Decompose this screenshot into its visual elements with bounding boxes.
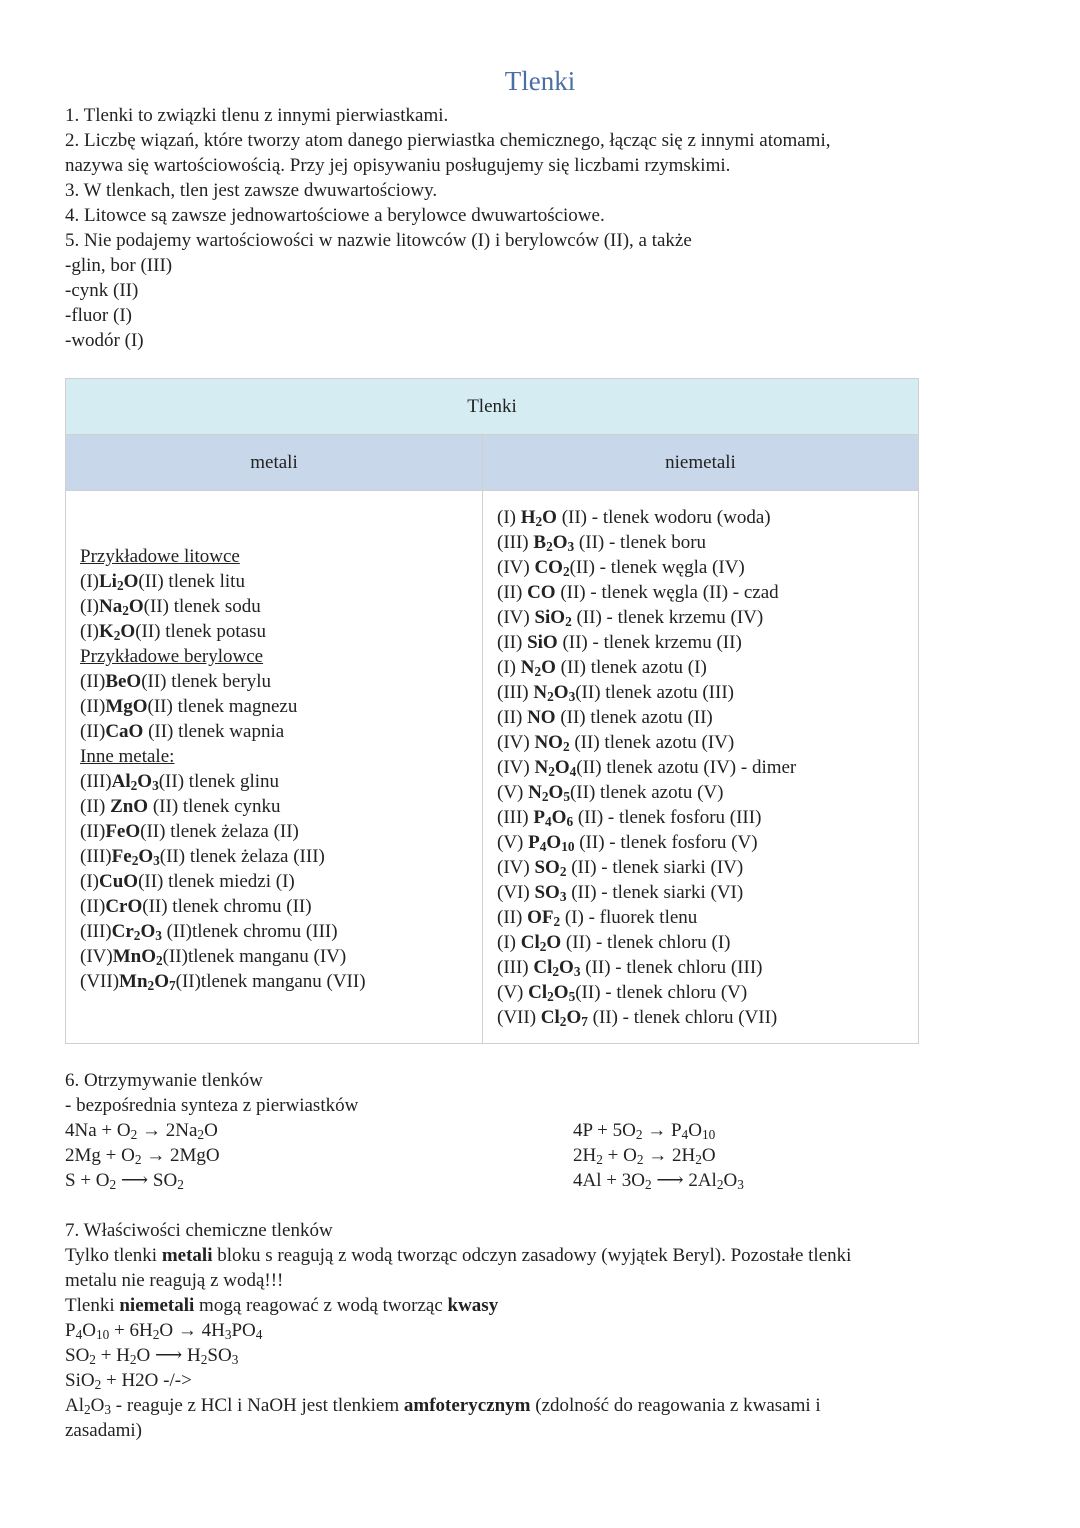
intro-line: 1. Tlenki to związki tlenu z innymi pierwiastkami. bbox=[65, 105, 449, 126]
equation: $4Al + 3O_2$ ⟶ $2Al_2O_3$ bbox=[573, 1170, 744, 1192]
intro-line: 4. Litowce są zawsze jednowartościowe a berylowce dwuwartościowe. bbox=[65, 205, 605, 226]
nonmetal-oxide-item: (III) $B_2O_3$ (II) - tlenek boru bbox=[497, 532, 707, 554]
nonmetal-oxide-item: (IV) SiO$_2$ (II) - tlenek krzemu (IV) bbox=[497, 607, 764, 629]
text-line: $Al_2O_3$ - reaguje z HCl i NaOH jest tlenkiem amfoterycznym (zdolność do reagowania z kwasami i bbox=[65, 1395, 821, 1417]
intro-line: nazywa się wartościowością. Przy jej opisywaniu posługujemy się liczbami rzymskimi. bbox=[65, 155, 731, 176]
metal-oxide-item: Inne metale: bbox=[80, 746, 175, 767]
metal-oxide-item: $(III)Cr_2O_3$ (II)tlenek chromu (III) bbox=[80, 921, 338, 943]
metals-cell bbox=[66, 491, 483, 1044]
nonmetal-oxide-item: (I) $Cl_2O$ (II) - tlenek chloru (I) bbox=[497, 932, 731, 954]
metal-oxide-item: (II)MgO(II) tlenek magnezu bbox=[80, 696, 298, 717]
metal-oxide-item: $(I)Li_2O(II)$ tlenek litu bbox=[80, 571, 245, 593]
nonmetal-oxide-item: (III) $N_2O_3(II)$ tlenek azotu (III) bbox=[497, 682, 734, 704]
nonmetal-oxide-item: (I) $H_2O$ (II) - tlenek wodoru (woda) bbox=[497, 507, 771, 529]
equation: $2H_2 + O_2 \to 2H_2O$ bbox=[573, 1145, 716, 1167]
column-header-metals: metali bbox=[66, 435, 483, 491]
equation: $2Mg + O_2 \to 2MgO$ bbox=[65, 1145, 220, 1167]
intro-line: 5. Nie podajemy wartościowości w nazwie litowców (I) i berylowców (II), a także bbox=[65, 230, 692, 251]
intro-line: -wodór (I) bbox=[65, 330, 144, 351]
metal-oxide-item: (I)CuO(II) tlenek miedzi (I) bbox=[80, 871, 295, 892]
nonmetal-oxide-item: (II) NO (II) tlenek azotu (II) bbox=[497, 707, 713, 728]
metal-oxide-item: Przykładowe berylowce bbox=[80, 646, 264, 667]
metal-oxide-item: Przykładowe litowce bbox=[80, 546, 240, 567]
intro-line: -cynk (II) bbox=[65, 280, 139, 301]
nonmetal-oxide-item: (VII) $Cl_2O_7$ (II) - tlenek chloru (VII) bbox=[497, 1007, 778, 1029]
text-line: Tylko tlenki metali bloku s reagują z wodą tworząc odczyn zasadowy (wyjątek Beryl). Pozostałe tlenki bbox=[65, 1245, 852, 1266]
metal-oxide-item: (II)FeO(II) tlenek żelaza (II) bbox=[80, 821, 299, 842]
metal-oxide-item: $(VII)Mn_2O_7(II)tlenek$ manganu (VII) bbox=[80, 971, 366, 993]
intro-line: 3. W tlenkach, tlen jest zawsze dwuwartościowy. bbox=[65, 180, 438, 201]
nonmetal-oxide-item: (III) $P_4O_6$ (II) - tlenek fosforu (III) bbox=[497, 807, 762, 829]
nonmetal-oxide-item: (IV) $SO_2$ (II) - tlenek siarki (IV) bbox=[497, 857, 744, 879]
nonmetal-oxide-item: (V) $N_2O_5(II)$ tlenek azotu (V) bbox=[497, 782, 724, 804]
section-obtaining-oxides bbox=[65, 1068, 358, 1193]
intro-line: -fluor (I) bbox=[65, 305, 132, 326]
text-line: metalu nie reagują z wodą!!! bbox=[65, 1270, 284, 1291]
metal-oxide-item: $(I)Na_2O(II)$ tlenek sodu bbox=[80, 596, 261, 618]
nonmetal-oxides-list bbox=[483, 491, 918, 1030]
metal-oxide-item: (II)BeO(II) tlenek berylu bbox=[80, 671, 271, 692]
equations-left bbox=[65, 1118, 358, 1193]
equations-right bbox=[573, 1118, 744, 1193]
intro-line: -glin, bor (III) bbox=[65, 255, 173, 276]
section-chemical-properties bbox=[65, 1218, 1015, 1443]
oxides-table bbox=[65, 378, 919, 1044]
section-heading: 6. Otrzymywanie tlenków bbox=[65, 1070, 263, 1091]
text-line: 7. Właściwości chemiczne tlenków bbox=[65, 1220, 333, 1241]
nonmetal-oxide-item: (V) $Cl_2O_5(II)$ - tlenek chloru (V) bbox=[497, 982, 748, 1004]
metal-oxide-item: $(III)Fe_2O_3(II)$ tlenek żelaza (III) bbox=[80, 846, 325, 868]
intro-line: 2. Liczbę wiązań, które tworzy atom danego pierwiastka chemicznego, łącząc się z innymi atomami, bbox=[65, 130, 831, 151]
nonmetals-cell bbox=[483, 491, 919, 1044]
section-subheading: - bezpośrednia synteza z pierwiastków bbox=[65, 1095, 359, 1116]
metal-oxide-item: (II)CrO(II) tlenek chromu (II) bbox=[80, 896, 312, 917]
nonmetal-oxide-item: (VI) $SO_3$ (II) - tlenek siarki (VI) bbox=[497, 882, 744, 904]
metal-oxide-item: (II)CaO (II) tlenek wapnia bbox=[80, 721, 285, 742]
text-line: zasadami) bbox=[65, 1420, 143, 1441]
text-line: $P_4O_{10} + 6H_2O \to 4H_3PO_4$ bbox=[65, 1320, 263, 1342]
page-title: Tlenki bbox=[504, 66, 576, 96]
nonmetal-oxide-item: (V) $P_4O_{10}$ (II) - tlenek fosforu (V) bbox=[497, 832, 758, 854]
nonmetal-oxide-item: (II) CO (II) - tlenek węgla (II) - czad bbox=[497, 582, 779, 603]
equation: $S + O_2$ ⟶ $SO_2$ bbox=[65, 1170, 184, 1192]
metal-oxide-item: (II) ZnO (II) tlenek cynku bbox=[80, 796, 281, 817]
text-line: SiO$_2$ + H2O -/-> bbox=[65, 1370, 192, 1392]
column-header-nonmetals: niemetali bbox=[483, 435, 919, 491]
nonmetal-oxide-item: (IV) $N_2O_4(II)$ tlenek azotu (IV) - dimer bbox=[497, 757, 797, 779]
nonmetal-oxide-item: (I) $N_2O$ (II) tlenek azotu (I) bbox=[497, 657, 707, 679]
metal-oxides-list bbox=[66, 491, 482, 994]
equation: $4Na + O_2 \to 2Na_2O$ bbox=[65, 1120, 218, 1142]
text-line: $SO_2 + H_2O$ ⟶ $H_2SO_3$ bbox=[65, 1345, 239, 1367]
metal-oxide-item: $(III)Al_2O_3(II)$ tlenek glinu bbox=[80, 771, 280, 793]
metal-oxide-item: (IV)MnO$_2$(II)tlenek manganu (IV) bbox=[80, 946, 347, 968]
nonmetal-oxide-item: (II) SiO (II) - tlenek krzemu (II) bbox=[497, 632, 742, 653]
intro-section bbox=[65, 103, 965, 353]
table-header: Tlenki bbox=[66, 379, 919, 435]
metal-oxide-item: $(I)K_2O(II)$ tlenek potasu bbox=[80, 621, 267, 643]
nonmetal-oxide-item: (IV) $NO_2$ (II) tlenek azotu (IV) bbox=[497, 732, 735, 754]
text-line: Tlenki niemetali mogą reagować z wodą tworząc kwasy bbox=[65, 1295, 499, 1316]
nonmetal-oxide-item: (III) $Cl_2O_3$ (II) - tlenek chloru (III) bbox=[497, 957, 763, 979]
nonmetal-oxide-item: (II) $OF_2$ (I) - fluorek tlenu bbox=[497, 907, 698, 929]
equation: $4P + 5O_2 \to P_4O_{10}$ bbox=[573, 1120, 716, 1142]
nonmetal-oxide-item: (IV) $CO_2(II)$ - tlenek węgla (IV) bbox=[497, 557, 745, 579]
